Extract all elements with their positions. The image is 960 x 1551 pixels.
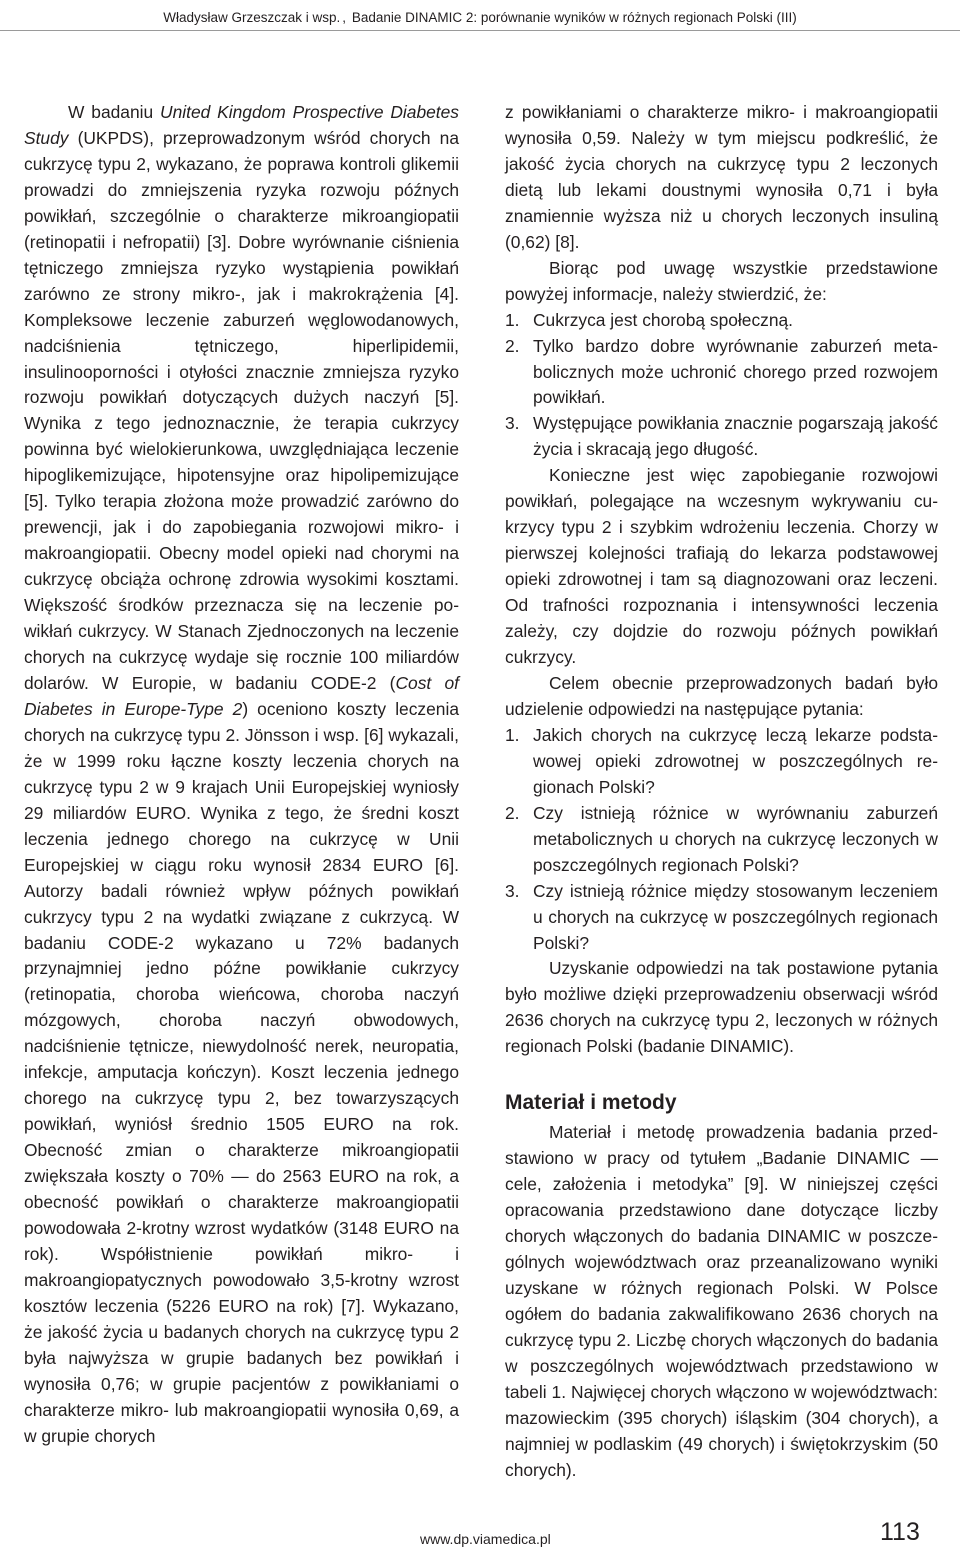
list-item-text: Tylko bardzo dobre wyrównanie zaburzeń metabolicznych może uchronić chorego przed rozwojem powikłań. bbox=[533, 335, 938, 408]
header-separator: , bbox=[342, 10, 347, 25]
right-paragraph-5: Uzyskanie odpowiedzi na tak postawione pytania było możliwe dzięki przeprowadzeniu obserwacji wśród 2636 chorych na cukrzycę typu 2, leczonych w różnych regionach Polski (badanie DINAMIC). bbox=[505, 958, 938, 1057]
left-italic-code2: Cost of Diabetes in Europe-Type 2 bbox=[24, 672, 460, 719]
list-item bbox=[505, 308, 938, 334]
list-item-text: Występujące powikłania znacznie pogarszają jakość życia i skracają jego długość. bbox=[533, 413, 938, 460]
list-item-number: 3. bbox=[505, 413, 520, 434]
left-italic-ukpds: United Kingdom Prospective Diabetes Study bbox=[24, 102, 459, 148]
right-paragraph-3: Konieczne jest więc zapobieganie rozwojowi powikłań, polegające na wczesnym wykrywaniu cukrzycy typu 2 i szybkim wdrożeniu leczenia. Chorzy w pierwszej kolejności trafiają do lekarza podstawowej opieki zdrowotnej i tam są diagnozowani oraz leczeni. Od trafności rozpoznania i intensywności leczenia zależy, czy dojdzie do rozwoju późnych powikłań cukrzycy. bbox=[505, 465, 938, 668]
header-title: Badanie DINAMIC 2: porównanie wyników w różnych regionach Polski (III) bbox=[351, 10, 797, 25]
list-item-text: Cukrzyca jest chorobą społeczną. bbox=[533, 309, 794, 330]
right-column bbox=[505, 100, 938, 1484]
list-item-text: Czy istnieją różnice w wyrównaniu zaburzeń metabolicznych u chorych na cukrzycę leczonych w poszczególnych regionach Polski? bbox=[533, 802, 938, 875]
header-authors: Władysław Grzeszczak i wsp. bbox=[163, 10, 341, 25]
right-paragraph-6: Materiał i metodę prowadzenia badania przedstawiono w pracy od tytułem „Badanie DINAMIC — cele, założenia i metodyka” [9]. W niniejszej części opracowania przedstawiono dane dotyczące liczby chorych włączonych do badania DINAMIC w poszczególnych województwach oraz przeanalizowano wyniki uzyskane w różnych regionach Polski. W Polsce ogółem do badania zakwalifikowano 2636 chorych na cukrzycę typu 2. Liczbę chorych włączonych do badania w poszczególnych województwach przedstawiono w tabeli 1. Najwięcej chorych włączono w województwach: mazowieckim (395 chorych) iśląskim (304 chorych), a najmniej w podlaskim (49 chorych) i świętokrzyskim (50 chorych). bbox=[505, 1122, 938, 1480]
right-paragraph-4: Celem obecnie przeprowadzonych badań było udzielenie odpowiedzi na następujące pytania: bbox=[505, 672, 938, 719]
list-item bbox=[505, 801, 938, 879]
list-item-text: Jakich chorych na cukrzycę leczą lekarze podstawowej opieki zdrowotnej w poszczególnych regionach Polski? bbox=[533, 724, 938, 797]
running-header bbox=[0, 10, 960, 25]
list-item-number: 2. bbox=[505, 802, 520, 823]
left-text-c: ) oceniono koszty leczenia chorych na cukrzycę typu 2. Jönsson i wsp. [6] wykazali, że w 1999 roku łączne koszty leczenia chorych na cukrzycę typu 2 w 9 krajach Unii Europejskiej wyniosły 29 miliardów EURO. Wynika z tego, że średni koszt leczenia jednego chorego na cukrzycę w Unii Europejskiej w ciągu roku wynosił 2834 EURO [6]. Autorzy badali również wpływ późnych powikłań cukrzycy typu 2 na wydatki związane z cukrzycą. W badaniu CODE-2 wykazano u 72% badanych przynajmniej jedno późne powikłanie cukrzycy (retinopatia, choroba wieńcowa, choroba naczyń mózgowych, choroba naczyń obwodowych, nadciśnienie tętnicze, niewydolność nerek, neuropatia, infekcje, amputacja kończyn). Koszt leczenia jednego chorego na cukrzycę typu 2, bez towarzyszących powikłań, wyniósł średnio 1505 EURO na rok. Obecność zmian o charakterze mikroangiopatii zwiększała koszty o 70% — do 2563 EURO na rok, a obecność powikłań o charakterze makroangiopatii powodowała 2-krotny wzrost wydatków (3148 EURO na rok). Współistnienie powikłań mikro- i makroangiopatycznych powodowało 3,5-krotny wzrost kosztów leczenia (5226 EURO na rok) [7]. Wykazano, że jakość życia u badanych chorych na cukrzycę typu 2 była najwyższa w grupie badanych bez powikłań i wynosiła 0,76; w grupie pacjentów z powikłaniami o charakterze mikro- lub makroangiopatii wynosiła 0,69, a w grupie chorych bbox=[24, 698, 459, 1446]
left-text-b: (UKPDS), przeprowadzonym wśród chorych na cukrzycę typu 2, wykazano, że poprawa kontroli glikemii prowadzi do zmniejszenia ryzyka rozwoju późnych powikłań, szczególnie o charakterze mikroangiopatii (retinopatii i nefropatii) [3]. Dobre wyrównanie ciśnienia tętniczego zmniejsza ryzyko wystąpienia powikłań zarówno ze strony mikro-, jak i makrokrążenia [4]. Kompleksowe leczenie zaburzeń węglowodanowych, nadciśnienia tętniczego, hiperlipidemii, insulinooporności i otyłości znacznie zmniejsza ryzyko rozwoju powikłań dotyczących dużych naczyń [5]. Wynika z tego jednoznacznie, że terapia cukrzycy powinna być wielokierunkowa, uwzględniająca leczenie hipoglikemizujące, hipotensyjne oraz hipolipemizujące [5]. Tylko terapia złożona może prowadzić zarówno do prewencji, jak i do zapobiegania rozwojowi mikro- i makroangiopatii. Obecny model opieki nad chorymi na cukrzycę obciąża ochronę zdrowia wysokimi kosztami. Większość środków przeznacza się na leczenie powikłań cukrzycy. W Stanach Zjednoczonych na leczenie chorych na cukrzycę wydaje się rocznie 100 miliardów dolarów. W Europie, w badaniu CODE-2 ( bbox=[24, 127, 459, 693]
list-item bbox=[505, 879, 938, 957]
header-rule bbox=[0, 30, 960, 31]
left-text-a: W badaniu bbox=[68, 102, 161, 122]
list-item bbox=[505, 411, 938, 463]
page-number: 113 bbox=[880, 1518, 920, 1546]
left-column bbox=[24, 100, 459, 1450]
questions-list bbox=[505, 723, 938, 957]
footer-url: www.dp.viamedica.pl bbox=[420, 1531, 551, 1547]
left-paragraph bbox=[24, 100, 459, 1450]
list-item-number: 1. bbox=[505, 309, 520, 330]
list-item bbox=[505, 723, 938, 801]
right-paragraph-2: Biorąc pod uwagę wszystkie przedstawione powyżej informacje, należy stwierdzić, że: bbox=[505, 257, 938, 304]
list-item bbox=[505, 334, 938, 412]
right-paragraph-1: z powikłaniami o charakterze mikro- i makroangiopatii wynosiła 0,59. Należy w tym miejscu podkreślić, że jakość życia chorych na cukrzycę typu 2 leczonych dietą lub lekami doustnymi wynosiła 0,71 i była znamiennie wyższa niż u chorych leczonych insuliną (0,62) [8]. bbox=[505, 102, 938, 252]
list-item-number: 2. bbox=[505, 335, 520, 356]
list-item-number: 3. bbox=[505, 880, 520, 901]
section-heading: Materiał i metody bbox=[505, 1091, 677, 1115]
conclusions-list bbox=[505, 308, 938, 464]
list-item-number: 1. bbox=[505, 724, 520, 745]
list-item-text: Czy istnieją różnice między stosowanym leczeniem u chorych na cukrzycę w poszczególnych regionach Polski? bbox=[533, 880, 938, 953]
